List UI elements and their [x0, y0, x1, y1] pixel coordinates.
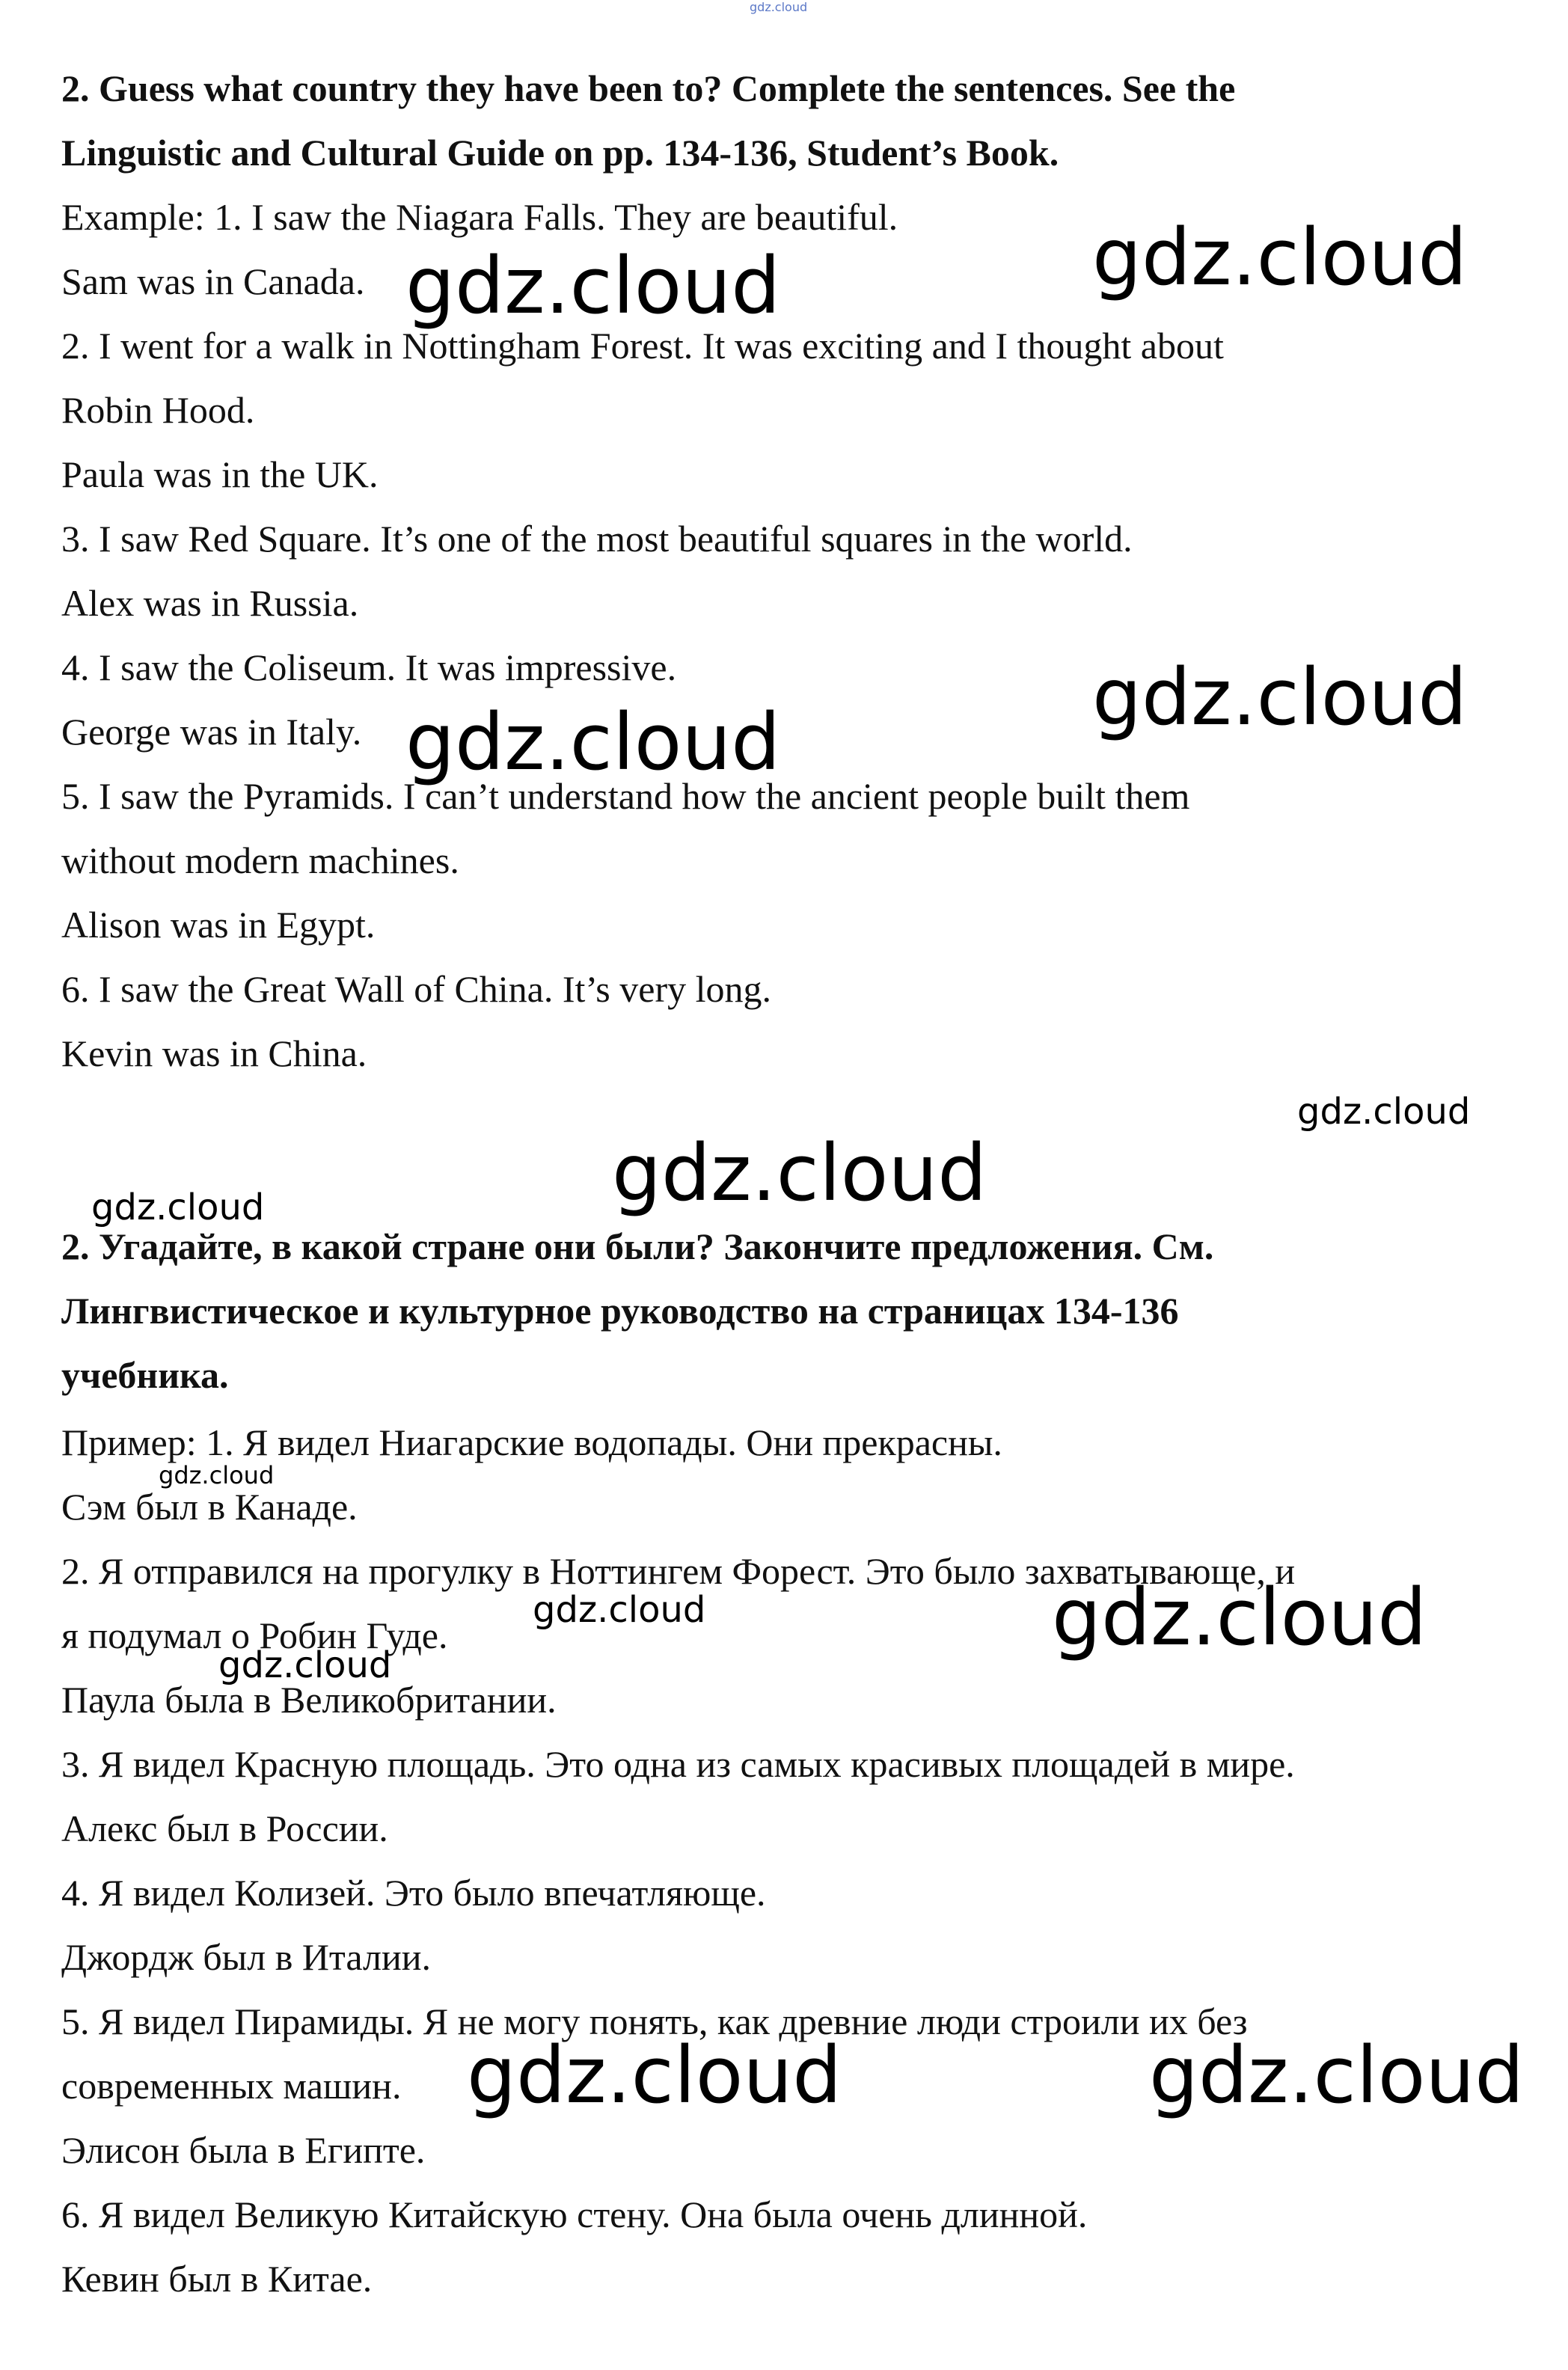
watermark: gdz.cloud: [533, 1589, 706, 1631]
watermark: gdz.cloud: [1149, 2030, 1525, 2121]
watermark: gdz.cloud: [467, 2030, 842, 2121]
russian-heading-line-1: 2. Угадайте, в какой стране они были? Закончите предложения. См.: [61, 1225, 1214, 1267]
watermark: gdz.cloud: [405, 240, 781, 331]
english-line: 2. I went for a walk in Nottingham Forest. It was exciting and I thought about: [61, 325, 1224, 367]
russian-line: Сэм был в Канаде.: [61, 1486, 358, 1528]
russian-line: Джордж был в Италии.: [61, 1936, 431, 1978]
english-line: 3. I saw Red Square. It’s one of the most beautiful squares in the world.: [61, 518, 1133, 560]
english-line: 5. I saw the Pyramids. I can’t understand how the ancient people built them: [61, 775, 1190, 817]
watermark: gdz.cloud: [159, 1461, 275, 1489]
russian-line: Пример: 1. Я видел Ниагарские водопады. Они прекрасны.: [61, 1421, 1002, 1463]
russian-line: 2. Я отправился на прогулку в Ноттингем Форест. Это было захватывающе, и: [61, 1550, 1296, 1592]
english-line: Example: 1. I saw the Niagara Falls. They are beautiful.: [61, 196, 898, 238]
watermark: gdz.cloud: [1297, 1091, 1471, 1133]
english-line: without modern machines.: [61, 839, 459, 881]
english-heading-line-1: 2. Guess what country they have been to? Complete the sentences. See the: [61, 67, 1236, 109]
russian-line: Алекс был в России.: [61, 1807, 388, 1849]
english-line: Robin Hood.: [61, 389, 255, 431]
watermark: gdz.cloud: [405, 696, 781, 788]
english-line: 4. I saw the Coliseum. It was impressive.: [61, 646, 677, 688]
russian-line: Элисон была в Египте.: [61, 2129, 426, 2171]
watermark: gdz.cloud: [1092, 652, 1468, 743]
russian-line: Паула была в Великобритании.: [61, 1679, 557, 1721]
english-line: 6. I saw the Great Wall of China. It’s very long.: [61, 968, 771, 1010]
english-heading-line-2: Linguistic and Cultural Guide on pp. 134-136, Student’s Book.: [61, 132, 1059, 174]
russian-heading-line-3: учебника.: [61, 1354, 229, 1396]
english-line: Sam was in Canada.: [61, 260, 365, 302]
russian-line: я подумал о Робин Гуде.: [61, 1614, 448, 1656]
english-line: Alex was in Russia.: [61, 582, 359, 624]
russian-line: Кевин был в Китае.: [61, 2258, 373, 2300]
watermark: gdz.cloud: [1092, 212, 1468, 303]
russian-heading-line-2: Лингвистическое и культурное руководство на страницах 134-136: [61, 1290, 1179, 1332]
russian-line: 6. Я видел Великую Китайскую стену. Она была очень длинной.: [61, 2193, 1088, 2235]
top-watermark-label: gdz.cloud: [750, 0, 808, 14]
watermark: gdz.cloud: [1052, 1572, 1427, 1663]
watermark: gdz.cloud: [612, 1127, 987, 1219]
russian-line: 4. Я видел Колизей. Это было впечатляюще.: [61, 1872, 766, 1914]
russian-line: 5. Я видел Пирамиды. Я не могу понять, как древние люди строили их без: [61, 2000, 1248, 2042]
english-line: Paula was in the UK.: [61, 453, 379, 495]
english-line: Alison was in Egypt.: [61, 904, 376, 946]
watermark: gdz.cloud: [218, 1644, 392, 1686]
english-line: George was in Italy.: [61, 711, 362, 753]
english-line: Kevin was in China.: [61, 1032, 367, 1074]
russian-line: современных машин.: [61, 2065, 402, 2107]
russian-line: 3. Я видел Красную площадь. Это одна из самых красивых площадей в мире.: [61, 1743, 1295, 1785]
watermark: gdz.cloud: [91, 1186, 265, 1228]
